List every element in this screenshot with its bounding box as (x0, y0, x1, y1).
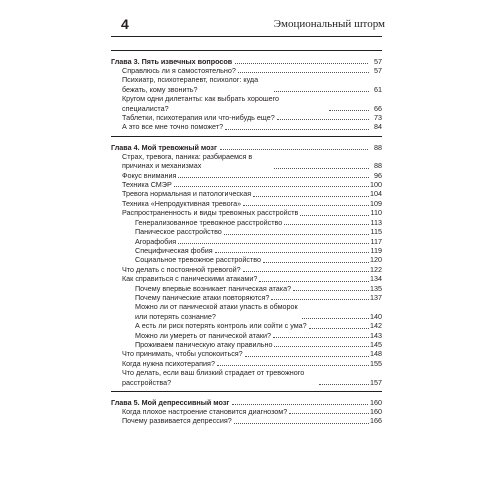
toc-subentry[interactable] (111, 218, 382, 227)
entry-page: 104 (370, 189, 382, 199)
leader-dots (309, 327, 369, 329)
entry-page: 66 (374, 103, 382, 113)
toc-entry[interactable] (111, 189, 382, 198)
entry-label: Что делать, если ваш близкий страдает от тревожного расстройства? (122, 368, 305, 387)
leader-dots (329, 109, 369, 111)
toc-entry[interactable] (111, 208, 382, 217)
entry-label: Генерализованное тревожное расстройство (135, 217, 283, 227)
chapter-title: Глава 3. Пять извечных вопросов (111, 57, 233, 66)
entry-label: Почему панические атаки повторяются? (135, 292, 270, 302)
entry-page: 155 (370, 358, 382, 368)
page-number: 4 (121, 16, 129, 32)
leader-dots (217, 364, 369, 366)
leader-dots (263, 261, 369, 263)
toc-subentry[interactable] (111, 227, 382, 236)
entry-page: 145 (370, 339, 382, 349)
entry-page: 134 (370, 274, 382, 284)
entry-page: 142 (370, 321, 382, 331)
toc-entry[interactable] (111, 180, 382, 189)
entry-page: 117 (370, 236, 382, 246)
toc-entry[interactable] (111, 265, 382, 274)
entry-label: Психиатр, психотерапевт, психолог: куда бежать, кому звонить? (122, 75, 259, 94)
entry-label: Социальное тревожное расстройство (135, 255, 262, 265)
toc-subentry[interactable] (111, 237, 382, 246)
leader-dots (220, 148, 368, 150)
toc-entry[interactable] (111, 416, 382, 425)
chapter-title: Глава 5. Мой депрессивный мозг (111, 398, 230, 407)
entry-page: 166 (370, 416, 382, 426)
entry-label: Таблетки, психотерапия или что-нибудь еще? (122, 113, 275, 123)
entry-label: Техника СМЭР (122, 180, 172, 190)
leader-dots (274, 90, 369, 92)
chapter-5-heading[interactable] (111, 391, 382, 407)
leader-dots (225, 128, 369, 130)
entry-page: 96 (374, 170, 382, 180)
entry-label: Паническое расстройство (135, 227, 222, 237)
toc-subentry[interactable] (111, 255, 382, 264)
entry-label: Можно ли от панической атаки упасть в обморок или потерять сознание? (135, 302, 298, 321)
leader-dots (243, 204, 369, 206)
entry-page: 113 (370, 217, 382, 227)
leader-dots (243, 270, 369, 272)
leader-dots (174, 185, 369, 187)
entry-label: Тревога нормальная и патологическая (122, 189, 252, 199)
entry-page: 119 (370, 245, 382, 255)
leader-dots (259, 280, 369, 282)
table-of-contents (111, 50, 382, 426)
entry-label: Проживаем паническую атаку правильно (135, 339, 273, 349)
toc-entry[interactable] (111, 368, 382, 387)
chapter-3-heading[interactable] (111, 50, 382, 66)
entry-label: Что делать с постоянной тревогой? (122, 264, 241, 274)
chapter-title: Глава 4. Мой тревожный мозг (111, 142, 217, 152)
toc-entry[interactable] (111, 94, 382, 113)
entry-label: А есть ли риск потерять контроль или сойти с ума? (135, 321, 307, 331)
toc-entry[interactable] (111, 274, 382, 283)
entry-page: 57 (374, 66, 382, 75)
entry-page: 100 (370, 180, 382, 190)
leader-dots (235, 62, 368, 64)
entry-page: 61 (374, 84, 382, 94)
toc-subentry[interactable] (111, 284, 382, 293)
entry-page: 148 (370, 349, 382, 359)
leader-dots (302, 317, 369, 319)
header-rule (111, 36, 382, 37)
toc-subentry[interactable] (111, 340, 382, 349)
leader-dots (245, 355, 369, 357)
chapter-page: 57 (374, 57, 382, 66)
toc-entry[interactable] (111, 113, 382, 122)
leader-dots (284, 223, 369, 225)
entry-label: Справлюсь ли я самостоятельно? (122, 66, 236, 75)
leader-dots (277, 118, 369, 120)
toc-subentry[interactable] (111, 302, 382, 321)
toc-entry[interactable] (111, 349, 382, 358)
entry-page: 109 (370, 198, 382, 208)
entry-label: Кругом одни дилетанты: как выбрать хорошего специалиста? (122, 94, 280, 113)
toc-subentry[interactable] (111, 331, 382, 340)
leader-dots (289, 412, 369, 414)
leader-dots (271, 298, 369, 300)
entry-label: Можно ли умереть от панической атаки? (135, 330, 271, 340)
entry-label: Страх, тревога, паника: разбираемся в причинах и механизмах (122, 151, 253, 171)
entry-label: А это все мне точно поможет? (122, 122, 224, 132)
entry-label: Когда нужна психотерапия? (122, 358, 215, 368)
toc-entry[interactable] (111, 199, 382, 208)
toc-entry[interactable] (111, 407, 382, 416)
leader-dots (274, 167, 369, 169)
entry-label: Распространенность и виды тревожных расстройств (122, 208, 299, 218)
toc-entry[interactable] (111, 75, 382, 94)
entry-label: Что принимать, чтобы успокоиться? (122, 349, 243, 359)
leader-dots (300, 214, 369, 216)
entry-page: 122 (370, 264, 382, 274)
entry-label: Почему развивается депрессия? (122, 416, 232, 426)
entry-page: 88 (374, 161, 382, 171)
entry-page: 160 (370, 407, 382, 416)
entry-page: 143 (370, 330, 382, 340)
leader-dots (234, 422, 369, 424)
leader-dots (238, 71, 369, 73)
leader-dots (273, 336, 369, 338)
toc-subentry[interactable] (111, 293, 382, 302)
chapter-4-heading[interactable] (111, 136, 382, 152)
entry-page: 157 (370, 377, 382, 387)
toc-subentry[interactable] (111, 321, 382, 330)
entry-page: 135 (370, 283, 382, 293)
entry-label: Фокус внимания (122, 170, 177, 180)
leader-dots (215, 251, 369, 253)
toc-entry[interactable] (111, 122, 382, 131)
leader-dots (253, 195, 369, 197)
leader-dots (232, 403, 368, 405)
toc-entry[interactable] (111, 152, 382, 171)
chapter-page: 160 (370, 398, 382, 407)
leader-dots (274, 345, 369, 347)
entry-page: 84 (374, 122, 382, 132)
entry-page: 137 (370, 292, 382, 302)
entry-label: Почему впервые возникает паническая атака? (135, 283, 292, 293)
toc-entry[interactable] (111, 171, 382, 180)
chapter-page: 88 (374, 142, 382, 152)
leader-dots (178, 176, 369, 178)
entry-page: 73 (374, 113, 382, 123)
toc-entry[interactable] (111, 66, 382, 75)
entry-page: 115 (370, 227, 382, 237)
running-title: Эмоциональный шторм (273, 18, 385, 30)
toc-entry[interactable] (111, 359, 382, 368)
entry-label: Как справиться с паническими атаками? (122, 274, 258, 284)
entry-label: Специфическая фобия (135, 245, 213, 255)
entry-page: 110 (370, 208, 382, 218)
entry-label: Когда плохое настроение становится диагнозом? (122, 407, 288, 416)
entry-page: 140 (370, 311, 382, 321)
leader-dots (178, 242, 369, 244)
leader-dots (319, 383, 369, 385)
toc-subentry[interactable] (111, 246, 382, 255)
leader-dots (293, 289, 369, 291)
entry-page: 120 (370, 255, 382, 265)
entry-label: Агорафобия (135, 236, 177, 246)
entry-label: Техника «Непродуктивная тревога» (122, 198, 242, 208)
leader-dots (224, 233, 369, 235)
